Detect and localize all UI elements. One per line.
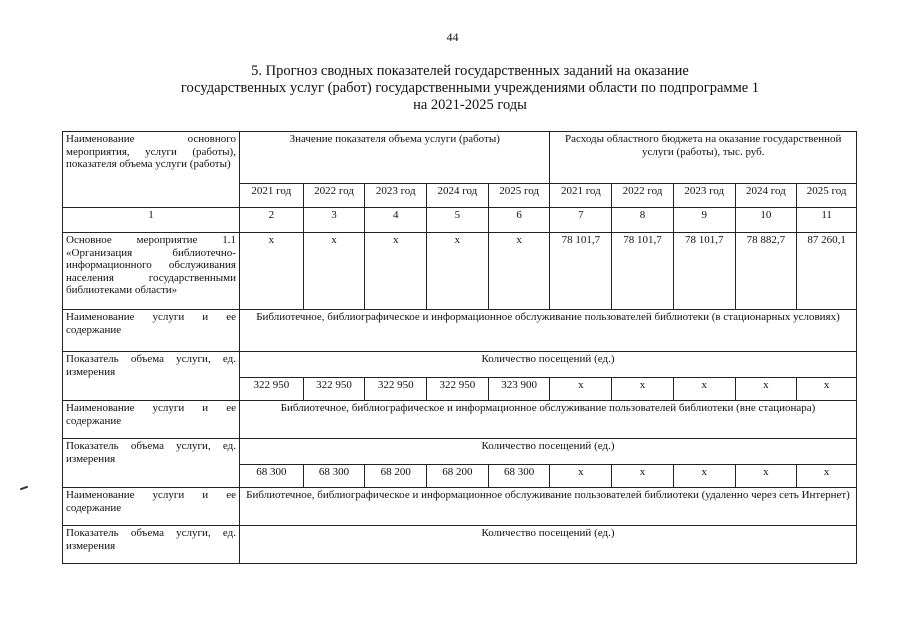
indicator-value: x [735,465,797,488]
main-event-value: 78 101,7 [612,233,674,310]
indicator-row [63,439,857,465]
main-event-value: x [303,233,365,310]
indicator-value: x [612,378,674,401]
indicator-value: x [735,378,797,401]
indicator-value: x [550,378,612,401]
indicator-label: Показатель объема услуги, ед. измерения [63,352,240,401]
service-label: Наименование услуги и ее содержание [63,488,240,526]
main-event-value: x [488,233,550,310]
col-number: 8 [612,208,674,233]
indicator-row [63,526,857,564]
col-number: 11 [797,208,857,233]
indicator-value: 323 900 [488,378,550,401]
indicator-value: 68 200 [365,465,427,488]
service-row [63,401,857,439]
indicator-value: 322 950 [365,378,427,401]
col-number: 10 [735,208,797,233]
indicator-value: 322 950 [239,378,303,401]
col-number: 6 [488,208,550,233]
header-col-name: Наименование основного мероприятия, услуги (работы), показателя объема услуги (работы) [63,132,240,208]
title-line-1: 5. Прогноз сводных показателей государственных заданий на оказание [251,63,689,79]
col-number: 9 [673,208,735,233]
col-number: 1 [63,208,240,233]
col-number: 3 [303,208,365,233]
year-cell: 2023 год [365,184,427,208]
scan-mark [20,486,28,491]
service-label: Наименование услуги и ее содержание [63,310,240,352]
col-number: 7 [550,208,612,233]
year-cell: 2022 год [612,184,674,208]
indicator-value: 322 950 [427,378,489,401]
indicator-value: 68 300 [303,465,365,488]
year-cell: 2021 год [550,184,612,208]
service-row [63,488,857,526]
header-group-expenses: Расходы областного бюджета на оказание государственной услуги (работы), тыс. руб. [550,132,857,184]
main-event-row [63,233,857,310]
main-event-value: x [427,233,489,310]
main-event-name: Основное мероприятие 1.1 «Организация библиотечно-информационного обслуживания населения государственными библиотеками области» [63,233,240,310]
header-row-groups [63,132,857,184]
year-cell: 2023 год [673,184,735,208]
indicator-value: 68 300 [239,465,303,488]
year-cell: 2024 год [427,184,489,208]
main-event-value: 78 101,7 [550,233,612,310]
title-line-3: на 2021-2025 годы [413,97,527,113]
indicator-label: Показатель объема услуги, ед. измерения [63,526,240,564]
year-cell: 2025 год [488,184,550,208]
year-cell: 2025 год [797,184,857,208]
indicator-value: x [673,378,735,401]
indicator-value: x [673,465,735,488]
service-label: Наименование услуги и ее содержание [63,401,240,439]
indicator-value: 68 300 [488,465,550,488]
indicator-label: Показатель объема услуги, ед. измерения [63,439,240,488]
col-number: 4 [365,208,427,233]
main-event-value: 87 260,1 [797,233,857,310]
col-number: 2 [239,208,303,233]
year-cell: 2024 год [735,184,797,208]
main-event-value: x [239,233,303,310]
document-title [120,63,820,114]
main-event-value: x [365,233,427,310]
indicator-value: x [612,465,674,488]
title-line-2: государственных услуг (работ) государственными учреждениями области по подпрограмме 1 [180,80,760,96]
indicator-value: x [550,465,612,488]
indicator-name: Количество посещений (ед.) [239,439,856,465]
indicator-value: x [797,378,857,401]
service-name: Библиотечное, библиографическое и информационное обслуживание пользователей библиотеки (в стационарных условиях) [239,310,856,352]
indicator-name: Количество посещений (ед.) [239,352,856,378]
year-cell: 2022 год [303,184,365,208]
service-name: Библиотечное, библиографическое и информационное обслуживание пользователей библиотеки (удаленно через сеть Интернет) [239,488,856,526]
service-row [63,310,857,352]
col-number: 5 [427,208,489,233]
year-cell: 2021 год [239,184,303,208]
indicator-row [63,352,857,378]
forecast-table [62,131,857,564]
service-name: Библиотечное, библиографическое и информационное обслуживание пользователей библиотеки (вне стационара) [239,401,856,439]
main-event-value: 78 101,7 [673,233,735,310]
main-event-value: 78 882,7 [735,233,797,310]
column-numbers-row [63,208,857,233]
indicator-value: x [797,465,857,488]
indicator-name: Количество посещений (ед.) [239,526,856,564]
header-group-volume: Значение показателя объема услуги (работы) [239,132,550,184]
page-number: 44 [446,30,459,44]
indicator-value: 68 200 [427,465,489,488]
indicator-value: 322 950 [303,378,365,401]
